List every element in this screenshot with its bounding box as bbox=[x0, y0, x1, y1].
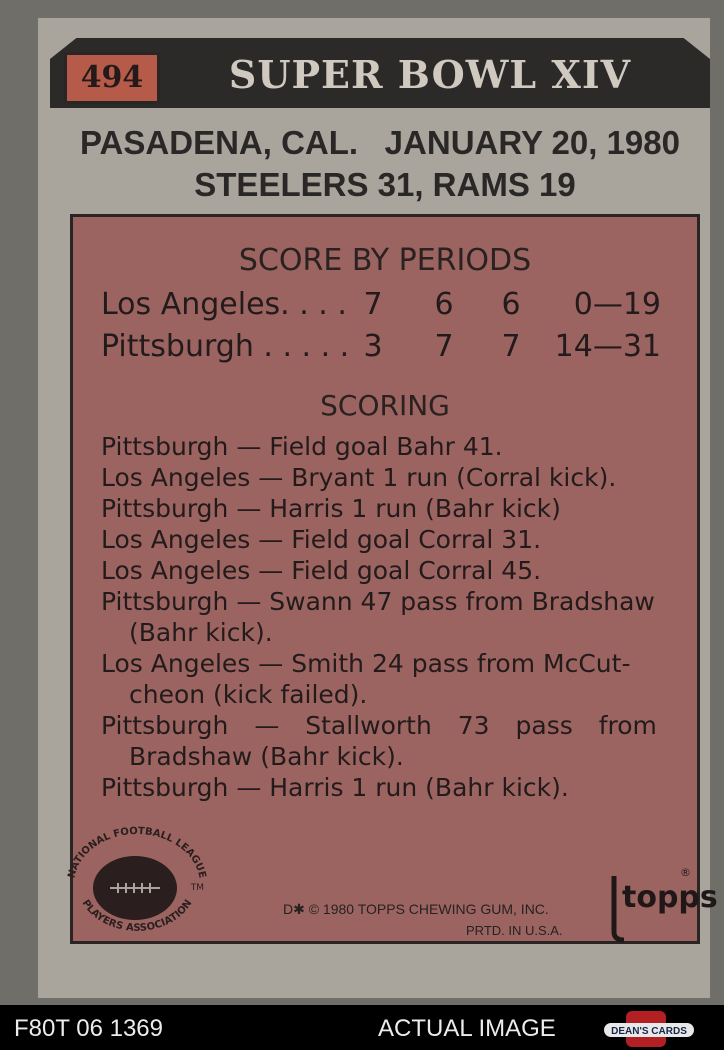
footer-bar bbox=[0, 1005, 724, 1050]
score-team: Pittsburgh . . . . . bbox=[101, 329, 350, 364]
deans-cards-wordmark: DEAN'S CARDS bbox=[611, 1026, 687, 1037]
score-table bbox=[101, 287, 661, 371]
topps-logo bbox=[600, 862, 718, 942]
trademark-label: TM bbox=[190, 883, 204, 893]
score-q2: 6 bbox=[434, 287, 454, 322]
card-title: SUPER BOWL XIV bbox=[228, 52, 632, 97]
scoring-line: Pittsburgh — Field goal Bahr 41. bbox=[101, 432, 503, 461]
scoring-line: Pittsburgh — Swann 47 pass from Bradshaw bbox=[101, 587, 655, 616]
score-by-periods-heading: SCORE BY PERIODS bbox=[238, 243, 532, 278]
scoring-line: Los Angeles — Field goal Corral 31. bbox=[101, 525, 542, 554]
nfl-players-association-logo bbox=[62, 820, 212, 940]
card-number-box: 494 bbox=[64, 52, 160, 104]
scoring-line: Bradshaw (Bahr kick). bbox=[129, 742, 404, 771]
registered-mark: ® bbox=[680, 866, 691, 879]
scoring-list bbox=[101, 431, 661, 803]
score-row bbox=[101, 287, 661, 329]
score-q3: 7 bbox=[501, 329, 521, 364]
score-q4-total: 14—31 bbox=[554, 329, 661, 364]
nfl-logo-bottom-text: PLAYERS ASSOCIATION bbox=[79, 897, 195, 934]
nfl-logo-top-text: NATIONAL FOOTBALL LEAGUE bbox=[66, 825, 208, 880]
score-q1: 7 bbox=[363, 287, 383, 322]
score-q2: 7 bbox=[434, 329, 454, 364]
scoring-line: cheon (kick failed). bbox=[129, 680, 368, 709]
score-row bbox=[101, 329, 661, 371]
score-q1: 3 bbox=[363, 329, 383, 364]
actual-image-label: ACTUAL IMAGE bbox=[378, 1015, 556, 1042]
scoring-line: (Bahr kick). bbox=[129, 618, 273, 647]
deans-cards-logo bbox=[604, 1011, 694, 1047]
scoring-line: Los Angeles — Field goal Corral 45. bbox=[101, 556, 542, 585]
scoring-line: Pittsburgh — Stallworth 73 pass from bbox=[101, 711, 657, 740]
game-location: PASADENA, CAL. bbox=[80, 124, 359, 161]
inventory-id: F80T 06 1369 bbox=[14, 1015, 164, 1042]
scoring-line: Pittsburgh — Harris 1 run (Bahr kick). bbox=[101, 773, 569, 802]
score-q3: 6 bbox=[501, 287, 521, 322]
topps-wordmark: topps bbox=[622, 880, 718, 915]
scoring-heading: SCORING bbox=[320, 389, 450, 422]
score-q4-total: 0—19 bbox=[573, 287, 661, 322]
scoring-line: Los Angeles — Smith 24 pass from McCut- bbox=[101, 649, 631, 678]
copyright-text: D✱ © 1980 TOPPS CHEWING GUM, INC. bbox=[283, 901, 549, 917]
scoring-line: Pittsburgh — Harris 1 run (Bahr kick) bbox=[101, 494, 561, 523]
printed-text: PRTD. IN U.S.A. bbox=[466, 923, 563, 938]
scoring-line: Los Angeles — Bryant 1 run (Corral kick). bbox=[101, 463, 617, 492]
score-team: Los Angeles. . . . bbox=[101, 287, 347, 322]
game-result: STEELERS 31, RAMS 19 bbox=[194, 166, 576, 203]
game-date: JANUARY 20, 1980 bbox=[384, 124, 680, 161]
